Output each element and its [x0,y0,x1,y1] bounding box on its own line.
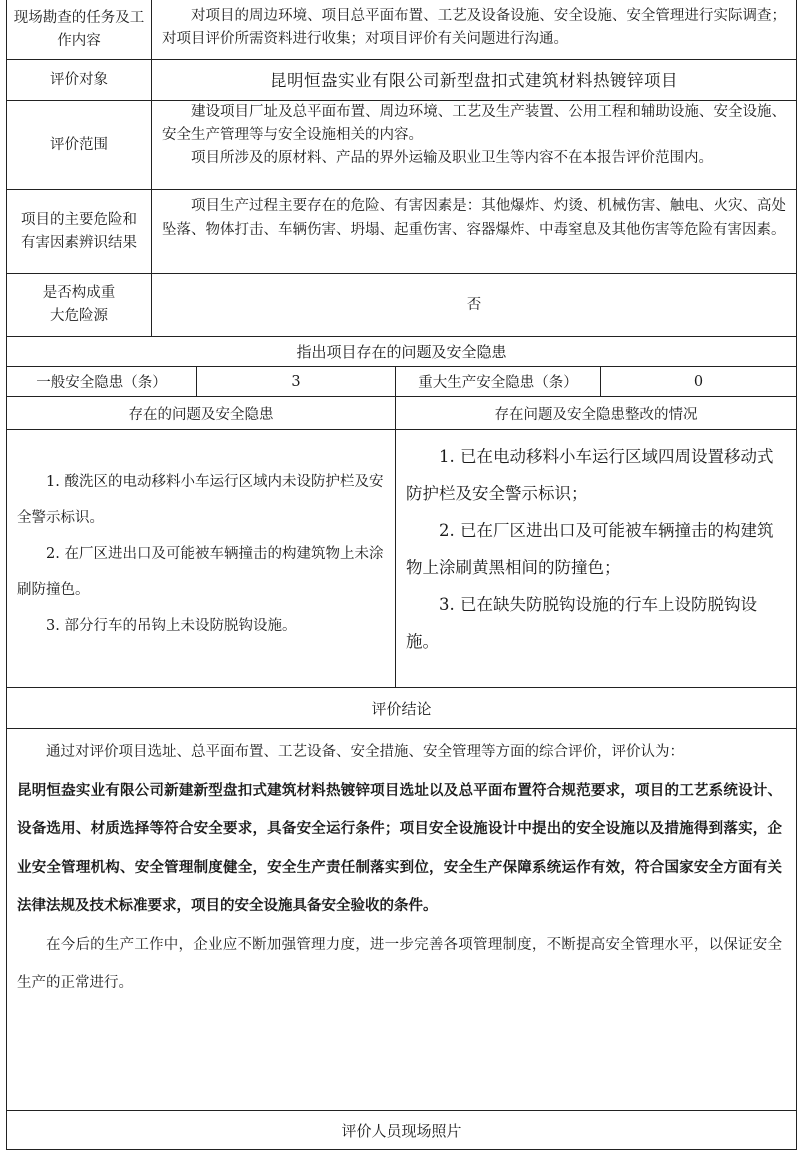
conclusion-title: 评价结论 [7,687,796,728]
scope-text [152,101,796,189]
major-hazard-value: 否 [466,296,482,313]
issue-item: 1. 酸洗区的电动移料小车运行区域内未设防护栏及安全警示标识。 [17,474,384,526]
major-hazard-row [7,273,796,336]
object-row [7,59,796,100]
survey-row [7,0,796,59]
fix-item: 1. 已在电动移料小车运行区域四周设置移动式防护栏及安全警示标识； [406,447,774,503]
major-hazard-label: 是否构成重大危险源 [7,274,152,336]
fixes-list [396,430,796,687]
hazard-count-row [7,366,796,396]
photos-section-title: 评价人员现场照片 [7,1110,796,1150]
object-text: 昆明恒盎实业有限公司新型盘扣式建筑材料热镀锌项目 [270,70,678,90]
conclusion-row [7,728,796,1110]
scope-paragraph-2: 项目所涉及的原材料、产品的界外运输及职业卫生等内容不在本报告评价范围内。 [191,150,713,166]
scope-label: 评价范围 [7,101,152,189]
issues-column-header-row [7,396,796,429]
hazards-label: 项目的主要危险和有害因素辨识结果 [7,190,152,273]
scope-row [7,100,796,189]
conclusion-body [7,729,796,1003]
general-hazard-count: 3 [197,367,396,396]
survey-text: 对项目的周边环境、项目总平面布置、工艺及设备设施、安全设施、安全管理进行实际调查；对项目评价所需资料进行收集；对项目评价有关问题进行沟通。 [162,8,786,47]
hazards-row [7,189,796,273]
general-hazard-label: 一般安全隐患（条） [7,367,197,396]
object-label: 评价对象 [7,60,152,100]
issue-item: 2. 在厂区进出口及可能被车辆撞击的构建筑物上未涂刷防撞色。 [17,546,384,598]
fixes-column-header: 存在问题及安全隐患整改的情况 [494,406,698,423]
conclusion-paragraph-1: 通过对评价项目选址、总平面布置、工艺设备、安全措施、安全管理等方面的综合评价，评价认为： [46,744,684,760]
fix-item: 2. 已在厂区进出口及可能被车辆撞击的构建筑物上涂刷黄黑相间的防撞色； [406,521,774,577]
conclusion-paragraph-2: 昆明恒盎实业有限公司新建新型盘扣式建筑材料热镀锌项目选址以及总平面布置符合规范要求，项目的工艺系统设计、设备选用、材质选择等符合安全要求，具备安全运行条件；项目安全设施设计中提出的安全设施以及措施得到落实，企业安全管理机构、安全管理制度健全，安全生产责任制落实到位，安全生产保障系统运作有效，符合国家安全方面有关法律法规及技术标准要求，项目的安全设施具备安全验收的条件。 [17,782,782,914]
hazards-text: 项目生产过程主要存在的危险、有害因素是：其他爆炸、灼烫、机械伤害、触电、火灾、高处坠落、物体打击、车辆伤害、坍塌、起重伤害、容器爆炸、中毒窒息及其他伤害等危险有害因素。 [162,198,786,238]
issues-list [7,430,396,687]
issues-fixes-row [7,429,796,687]
fix-item: 3. 已在缺失防脱钩设施的行车上设防脱钩设施。 [406,595,757,651]
issues-section-title: 指出项目存在的问题及安全隐患 [7,336,796,366]
issue-item: 3. 部分行车的吊钩上未设防脱钩设施。 [46,618,297,634]
survey-label: 现场勘查的任务及工作内容 [7,0,152,59]
conclusion-paragraph-3: 在今后的生产工作中，企业应不断加强管理力度，进一步完善各项管理制度，不断提高安全管理水平，以保证安全生产的正常进行。 [17,936,782,991]
evaluation-report-table [6,0,797,1150]
scope-paragraph-1: 建设项目厂址及总平面布置、周边环境、工艺及生产装置、公用工程和辅助设施、安全设施、安全生产管理等与安全设施相关的内容。 [162,104,786,143]
issues-column-header: 存在的问题及安全隐患 [7,397,396,429]
major-hazard-count: 0 [693,373,704,390]
major-hazard-count-label: 重大生产安全隐患（条） [396,367,601,396]
